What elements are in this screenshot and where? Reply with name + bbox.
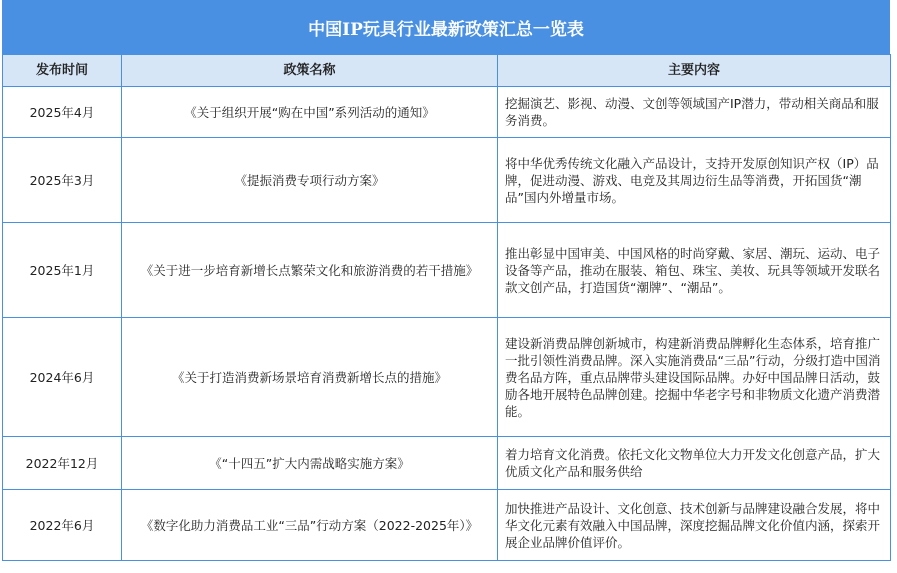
table-row: [3, 87, 891, 138]
cell-policy-name: 《“十四五”扩大内需战略实施方案》: [122, 437, 498, 490]
table-title: 中国IP玩具行业最新政策汇总一览表: [2, 0, 890, 54]
cell-date: 2022年6月: [3, 490, 122, 561]
cell-policy-name: 《关于进一步培育新增长点繁荣文化和旅游消费的若干措施》: [122, 223, 498, 318]
cell-date: 2025年1月: [3, 223, 122, 318]
header-policy-name: 政策名称: [122, 55, 498, 87]
table-row: [3, 318, 891, 437]
cell-date: 2025年4月: [3, 87, 122, 138]
cell-policy-name: 《关于打造消费新场景培育消费新增长点的措施》: [122, 318, 498, 437]
table-row: [3, 138, 891, 223]
cell-date: 2025年3月: [3, 138, 122, 223]
policy-table: [2, 54, 891, 561]
cell-content: 建设新消费品牌创新城市，构建新消费品牌孵化生态体系，培育推广一批引领性消费品牌。深入实施消费品“三品”行动，分级打造中国消费名品方阵，重点品牌带头建设国际品牌。办好中国品牌日活动，鼓励各地开展特色品牌创建。挖掘中华老字号和非物质文化遗产消费潜能。: [498, 318, 891, 437]
cell-content: 挖掘演艺、影视、动漫、文创等领域国产IP潜力，带动相关商品和服务消费。: [498, 87, 891, 138]
cell-content: 推出彰显中国审美、中国风格的时尚穿戴、家居、潮玩、运动、电子设备等产品，推动在服装、箱包、珠宝、美妆、玩具等领域开发联名款文创产品，打造国货“潮牌”、“潮品”。: [498, 223, 891, 318]
table-row: [3, 437, 891, 490]
cell-content: 加快推进产品设计、文化创意、技术创新与品牌建设融合发展，将中华文化元素有效融入中国品牌，深度挖掘品牌文化价值内涵，探索开展企业品牌价值评价。: [498, 490, 891, 561]
cell-policy-name: 《关于组织开展“购在中国”系列活动的通知》: [122, 87, 498, 138]
cell-policy-name: 《数字化助力消费品工业“三品”行动方案（2022-2025年）》: [122, 490, 498, 561]
header-date: 发布时间: [3, 55, 122, 87]
cell-policy-name: 《提振消费专项行动方案》: [122, 138, 498, 223]
cell-date: 2024年6月: [3, 318, 122, 437]
table-row: [3, 490, 891, 561]
cell-content: 着力培育文化消费。依托文化文物单位大力开发文化创意产品，扩大优质文化产品和服务供给: [498, 437, 891, 490]
table-row: [3, 223, 891, 318]
policy-summary-page: [2, 0, 892, 573]
cell-date: 2022年12月: [3, 437, 122, 490]
header-row: [3, 55, 891, 87]
header-content: 主要内容: [498, 55, 891, 87]
cell-content: 将中华优秀传统文化融入产品设计，支持开发原创知识产权（IP）品牌，促进动漫、游戏、电竞及其周边衍生品等消费，开拓国货“潮品”国内外增量市场。: [498, 138, 891, 223]
